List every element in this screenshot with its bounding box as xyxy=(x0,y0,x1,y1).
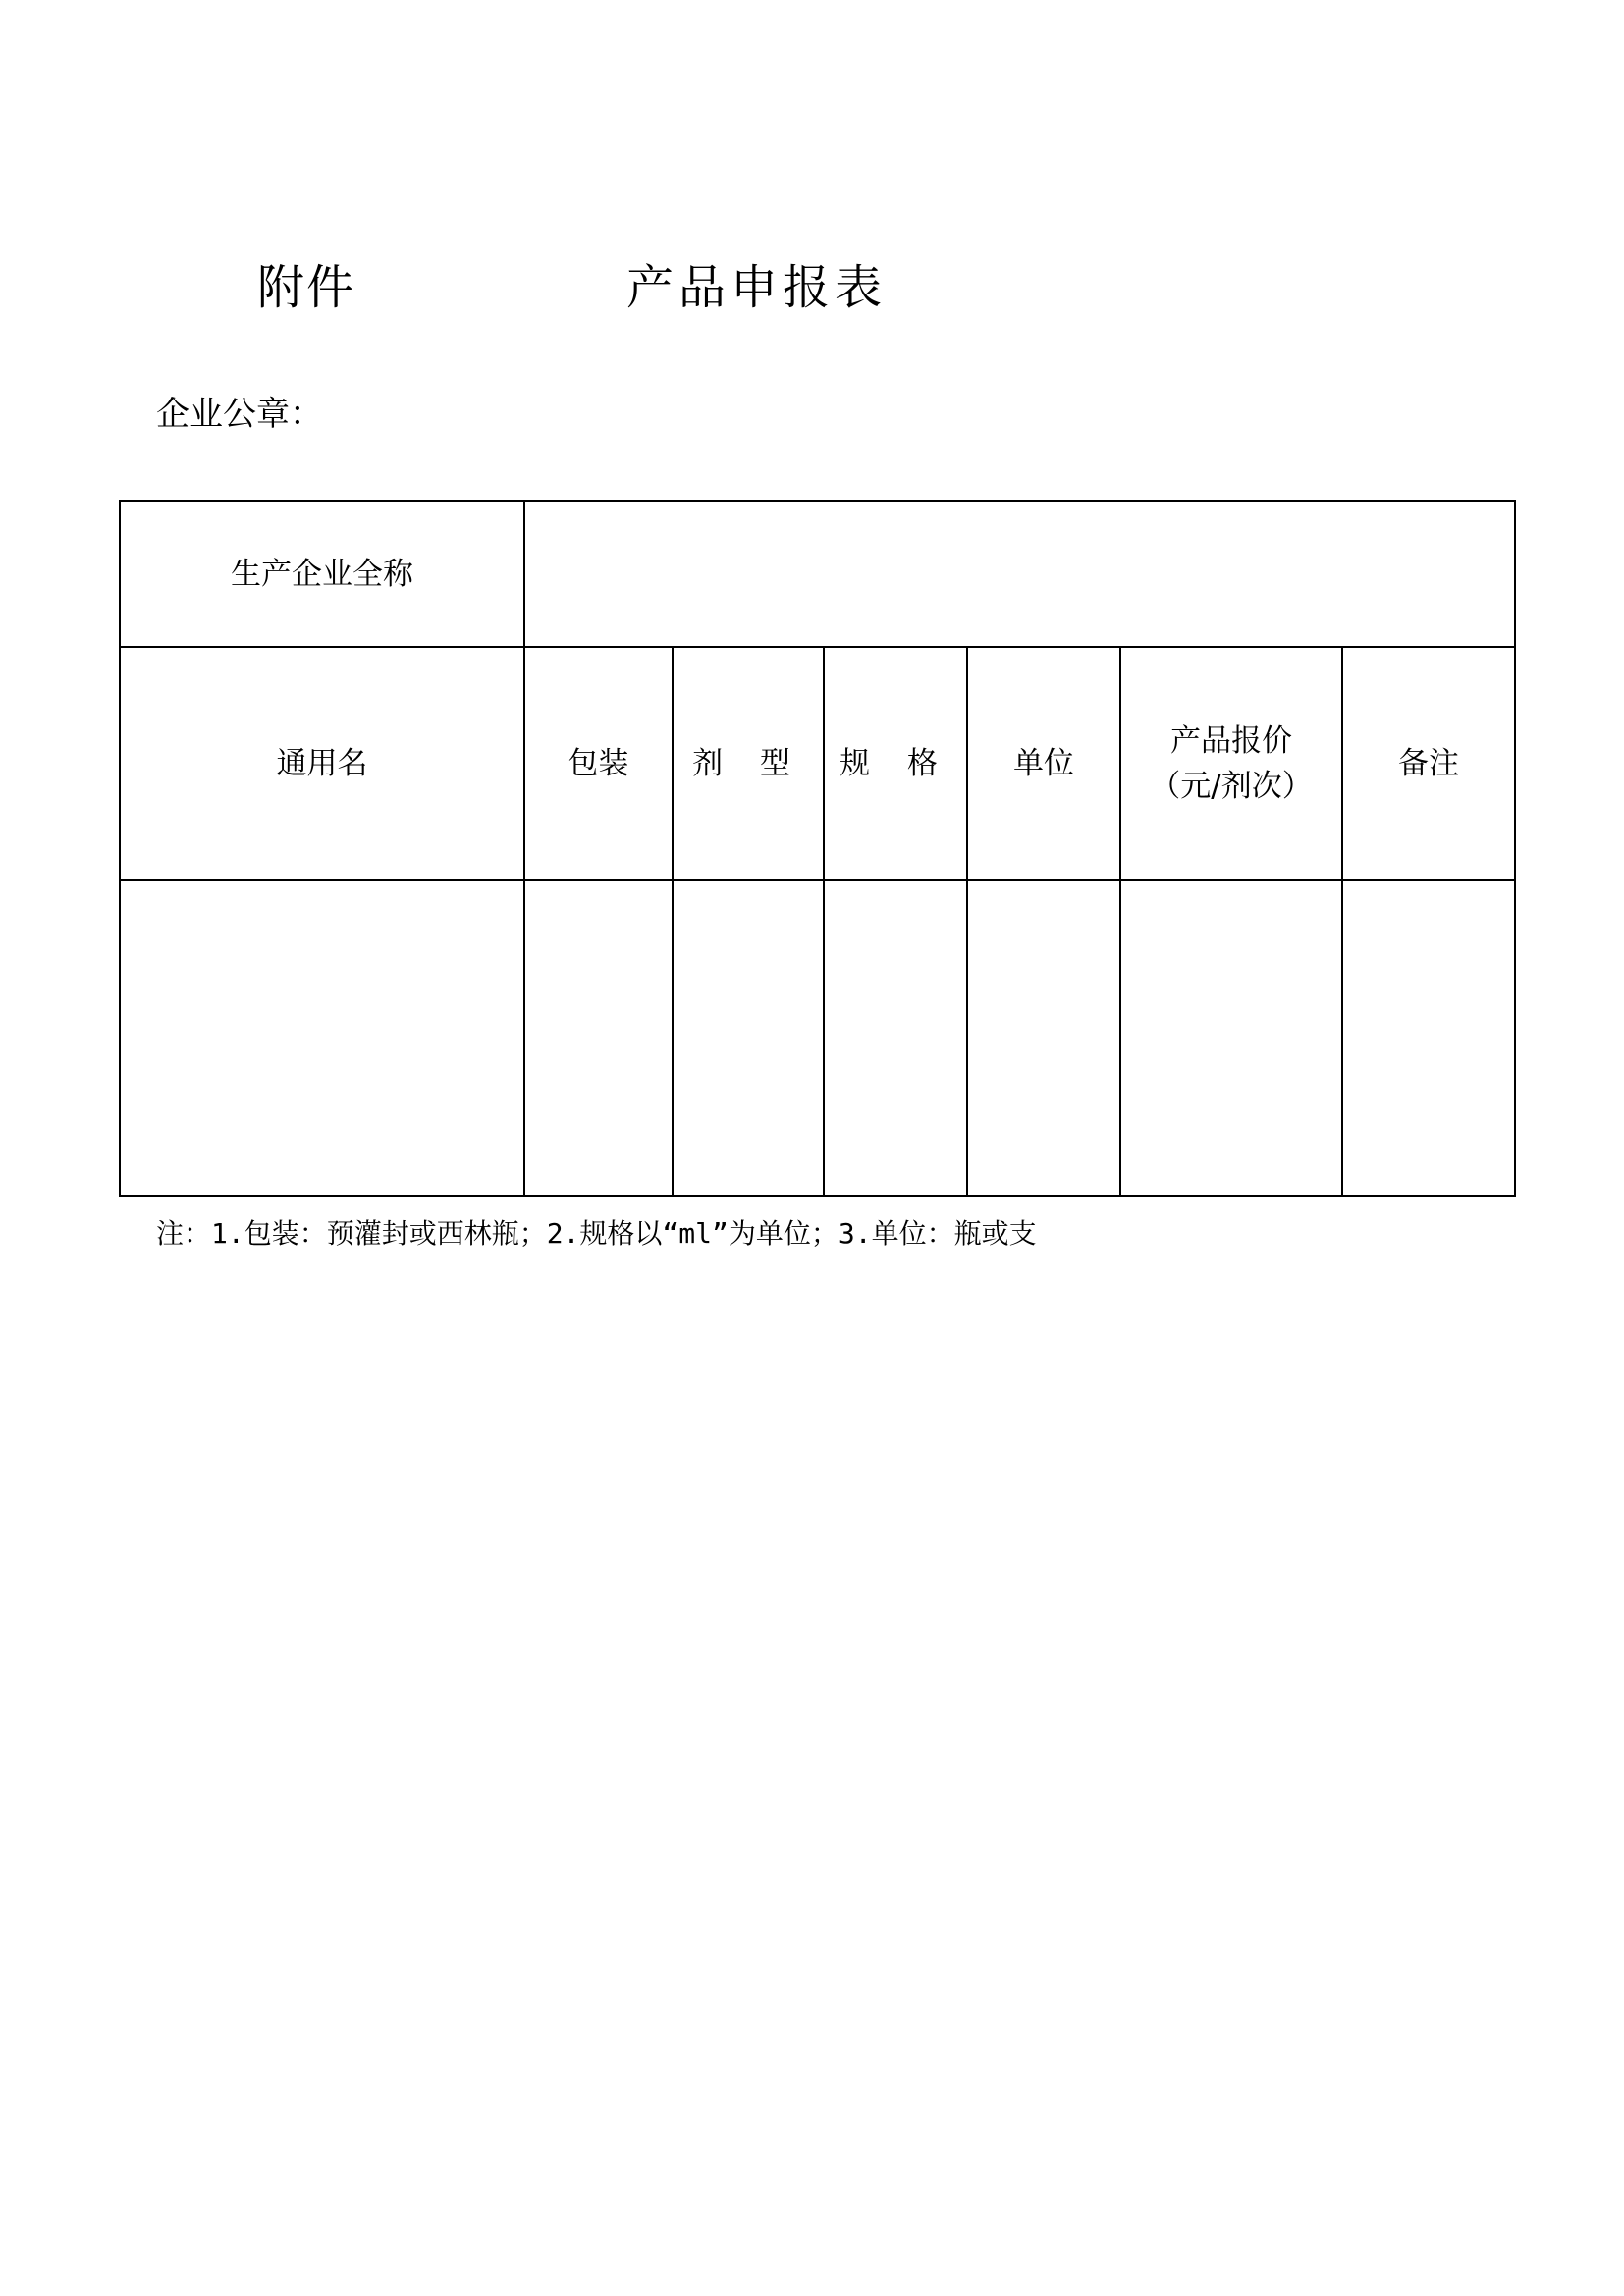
footnote: 注：1.包装：预灌封或西林瓶；2.规格以“ml”为单位；3.单位：瓶或支 xyxy=(156,1217,1037,1250)
header-price-line1: 产品报价 xyxy=(1170,722,1292,759)
page-title: 产品申报表 xyxy=(626,260,888,315)
header-price-line2: （元/剂次） xyxy=(1150,768,1313,804)
cell-dosage-form[interactable] xyxy=(673,880,824,1196)
header-package: 包装 xyxy=(524,647,673,880)
table-header-row xyxy=(120,647,1515,880)
cell-unit[interactable] xyxy=(967,880,1120,1196)
product-report-table xyxy=(119,500,1516,1197)
header-unit: 单位 xyxy=(967,647,1120,880)
company-row xyxy=(120,501,1515,647)
company-full-name-label: 生产企业全称 xyxy=(120,501,524,647)
cell-price[interactable] xyxy=(1120,880,1342,1196)
header-price xyxy=(1120,647,1342,880)
header-dosage-form: 剂 型 xyxy=(673,647,824,880)
cell-specification[interactable] xyxy=(824,880,967,1196)
header-remarks: 备注 xyxy=(1342,647,1515,880)
cell-generic-name[interactable] xyxy=(120,880,524,1196)
header-generic-name: 通用名 xyxy=(120,647,524,880)
company-full-name-cell[interactable] xyxy=(524,501,1515,647)
company-seal-label: 企业公章： xyxy=(156,395,323,434)
table-row xyxy=(120,880,1515,1196)
header-specification: 规 格 xyxy=(824,647,967,880)
cell-remarks[interactable] xyxy=(1342,880,1515,1196)
cell-package[interactable] xyxy=(524,880,673,1196)
attachment-label: 附件 xyxy=(257,260,356,315)
